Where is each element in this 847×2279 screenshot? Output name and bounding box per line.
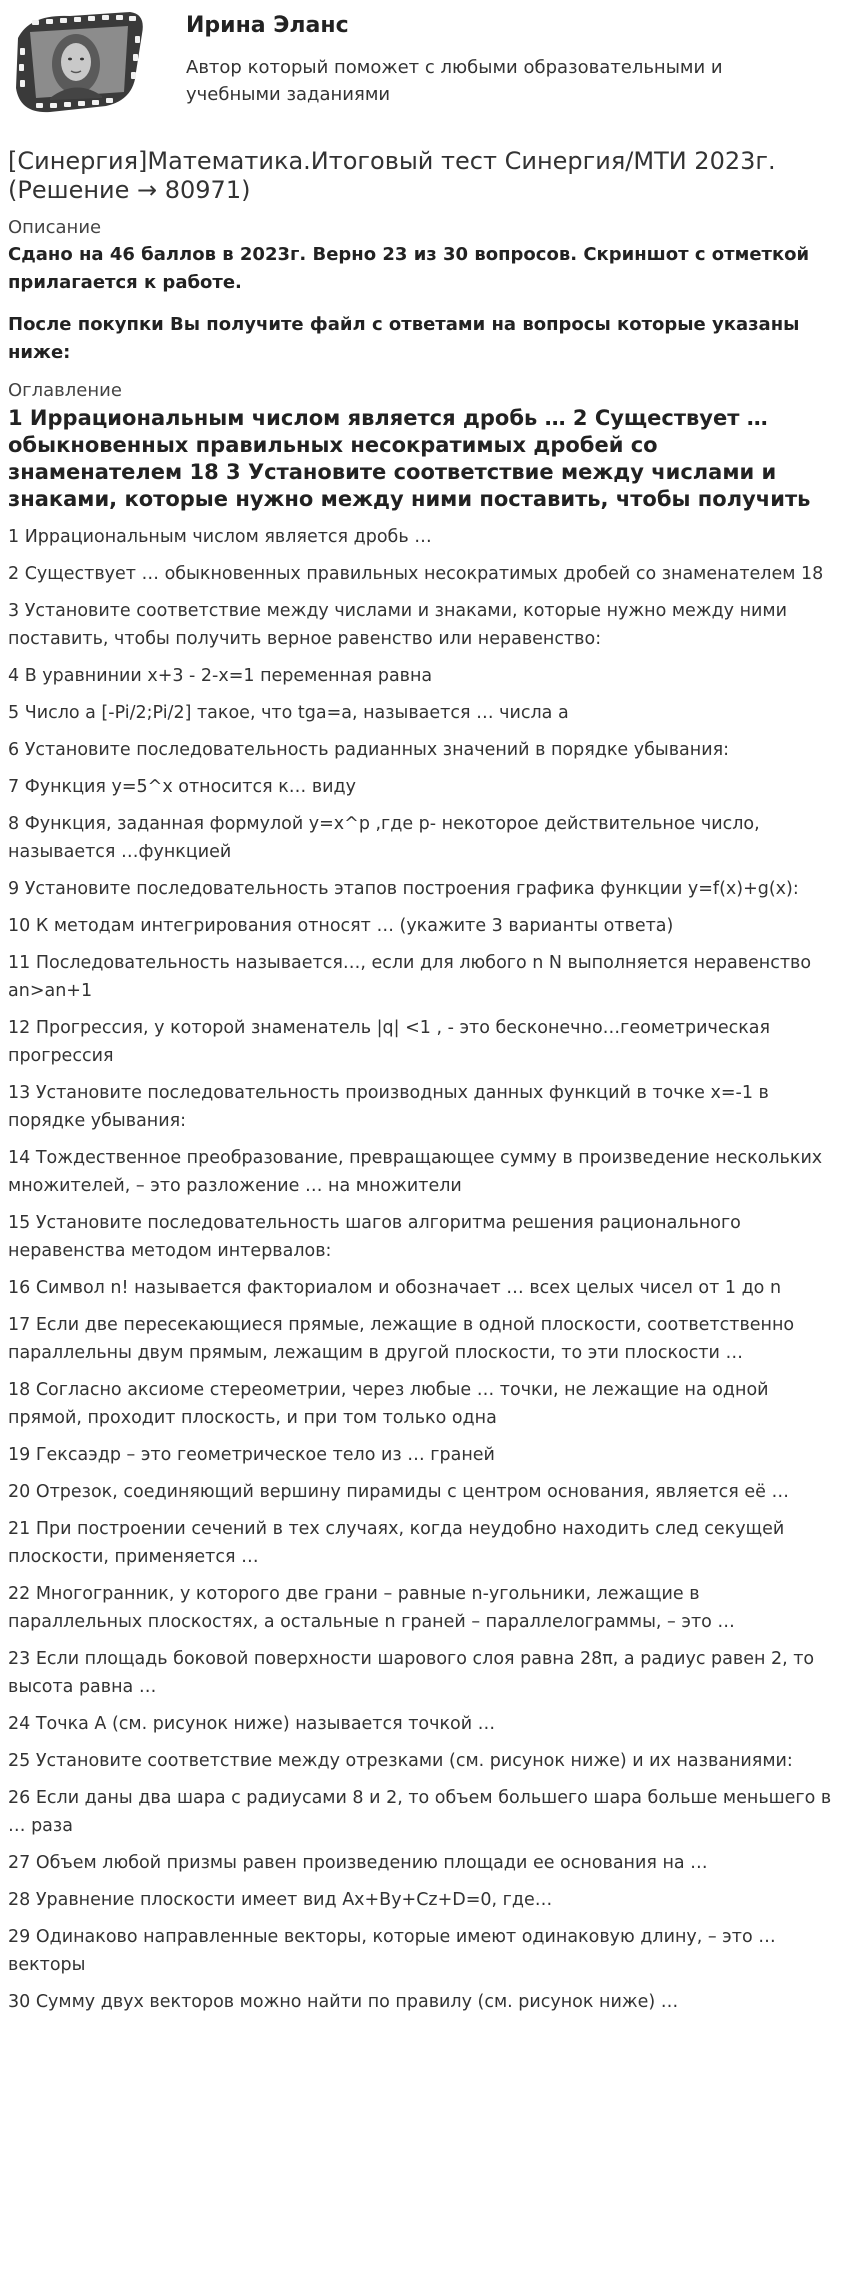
question-item: 23 Если площадь боковой поверхности шарового слоя равна 28π, а радиус равен 2, то высота равна …	[8, 1649, 815, 1697]
author-card	[8, 0, 837, 130]
author-avatar[interactable]	[10, 8, 150, 118]
author-description: Автор который поможет с любыми образовательными и учебными заданиями	[186, 57, 723, 105]
question-item: 14 Тождественное преобразование, превращающее сумму в произведение нескольких множителей, – это разложение … на множители	[8, 1148, 823, 1196]
question-item: 21 При построении сечений в тех случаях, когда неудобно находить след секущей плоскости, применяется …	[8, 1519, 785, 1567]
description-paragraph: Сдано на 46 баллов в 2023г. Верно 23 из 30 вопросов. Скриншот с отметкой прилагается к работе.	[8, 244, 810, 293]
question-item: 10 К методам интегрирования относят … (укажите 3 варианты ответа)	[8, 916, 674, 936]
question-item: 26 Если даны два шара с радиусами 8 и 2, то объем большего шара больше меньшего в … раза	[8, 1788, 832, 1836]
question-item: 7 Функция y=5^x относится к… виду	[8, 777, 356, 797]
question-item: 15 Установите последовательность шагов алгоритма решения рационального неравенства методом интервалов:	[8, 1213, 741, 1261]
author-info	[186, 8, 786, 108]
question-item: 30 Сумму двух векторов можно найти по правилу (см. рисунок ниже) …	[8, 1992, 679, 2012]
question-item: 12 Прогрессия, у которой знаменатель |q| <1 , - это бесконечно…геометрическая прогрессия	[8, 1018, 771, 1066]
question-list	[8, 523, 837, 2016]
author-name[interactable]: Ирина Эланс	[186, 13, 349, 38]
question-item: 17 Если две пересекающиеся прямые, лежащие в одной плоскости, соответственно параллельны двум прямым, лежащим в другой плоскости, то эти плоскости …	[8, 1315, 795, 1363]
toc-heading: 1 Иррациональным числом является дробь … 2 Существует … обыкновенных правильных несократимых дробей со знаменателем 18 3 Установите соответствие между числами и знаками, которые нужно между ними поставить, чтобы получить	[8, 406, 811, 511]
question-item: 20 Отрезок, соединяющий вершину пирамиды с центром основания, является её …	[8, 1482, 789, 1502]
product-title: [Синергия]Математика.Итоговый тест Синергия/МТИ 2023г. (Решение → 80971)	[8, 147, 776, 204]
question-item: 24 Точка А (см. рисунок ниже) называется точкой …	[8, 1714, 496, 1734]
question-item: 19 Гексаэдр – это геометрическое тело из … граней	[8, 1445, 495, 1465]
question-item: 28 Уравнение плоскости имеет вид Ax+By+Cz+D=0, где…	[8, 1890, 553, 1910]
question-item: 3 Установите соответствие между числами и знаками, которые нужно между ними поставить, чтобы получить верное равенство или неравенство:	[8, 601, 787, 649]
question-item: 18 Согласно аксиоме стереометрии, через любые … точки, не лежащие на одной прямой, проходит плоскость, и при том только одна	[8, 1380, 769, 1428]
question-item: 13 Установите последовательность производных данных функций в точке x=-1 в порядке убывания:	[8, 1083, 769, 1131]
question-item: 22 Многогранник, у которого две грани – равные n-угольники, лежащие в параллельных плоскостях, а остальные n граней – параллелограммы, – это …	[8, 1584, 735, 1632]
question-item: 16 Символ n! называется факториалом и обозначает … всех целых чисел от 1 до n	[8, 1278, 782, 1298]
description-label: Описание	[8, 217, 102, 238]
question-item: 11 Последовательность называется…, если для любого n N выполняется неравенство an>an+1	[8, 953, 812, 1001]
question-item: 4 В уравнинии x+3 - 2-x=1 переменная равна	[8, 666, 433, 686]
question-item: 2 Существует … обыкновенных правильных несократимых дробей со знаменателем 18	[8, 564, 824, 584]
toc-label: Оглавление	[8, 380, 122, 401]
question-item: 25 Установите соответствие между отрезками (см. рисунок ниже) и их названиями:	[8, 1751, 793, 1771]
question-item: 6 Установите последовательность радианных значений в порядке убывания:	[8, 740, 730, 760]
question-item: 27 Объем любой призмы равен произведению площади ее основания на …	[8, 1853, 708, 1873]
question-item: 9 Установите последовательность этапов построения графика функции y=f(x)+g(x):	[8, 879, 799, 899]
question-item: 5 Число a [-Pi/2;Pi/2] такое, что tga=a, называется … числа a	[8, 703, 569, 723]
description-paragraph: После покупки Вы получите файл с ответами на вопросы которые указаны ниже:	[8, 314, 800, 363]
question-item: 8 Функция, заданная формулой y=x^p ,где p- некоторое действительное число, называется …функцией	[8, 814, 760, 862]
question-item: 29 Одинаково направленные векторы, которые имеют одинаковую длину, – это … векторы	[8, 1927, 776, 1975]
film-strip-avatar-icon	[10, 8, 150, 118]
question-item: 1 Иррациональным числом является дробь …	[8, 527, 432, 547]
